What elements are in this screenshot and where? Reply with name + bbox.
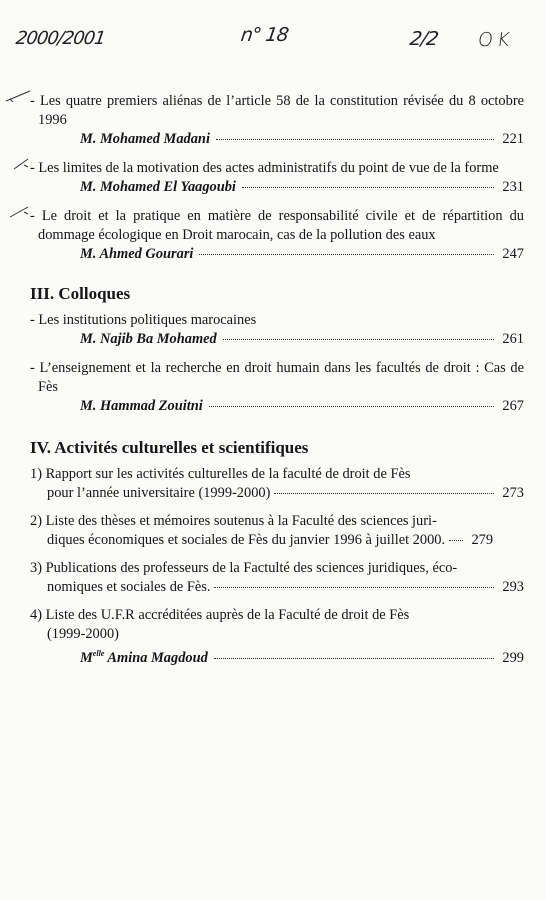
entry-line-2	[30, 484, 524, 503]
entry-author-line	[30, 130, 524, 149]
entry-line-1: 3) Publications des professeurs de la Factulté des sciences juridiques, éco-	[30, 560, 458, 576]
handwritten-issue-number: n° 18	[239, 24, 290, 46]
entry-title: - L’enseignement et la recherche en droit humain dans les facultés de droit : Cas de Fès	[30, 360, 524, 395]
entry-author-line	[30, 178, 524, 197]
dot-leader	[449, 539, 463, 541]
toc-entry	[30, 311, 524, 349]
handwritten-page-count: 2/2	[408, 28, 440, 50]
entry-line-1: 4) Liste des U.F.R accréditées auprès de la Faculté de droit de Fès	[30, 607, 410, 623]
section-title-activites: IV. Activités culturelles et scientifiques	[30, 438, 309, 457]
entry-page: 221	[502, 131, 524, 147]
entry-author-line	[30, 397, 524, 416]
handwritten-year: 2000/2001	[14, 28, 107, 49]
dot-leader	[223, 338, 494, 340]
dot-leader	[199, 253, 494, 255]
entry-title: - Le droit et la pratique en matière de responsabilité civile et de répartition du dommage écologique en Droit marocain, cas de la pollution des eaux	[30, 208, 524, 243]
entry-page: 267	[502, 398, 524, 414]
entry-page: 279	[471, 532, 494, 548]
toc-numbered-entry	[30, 606, 524, 668]
toc-entry	[30, 159, 524, 197]
entry-author	[30, 644, 208, 668]
entry-page: 293	[502, 579, 524, 595]
handwritten-annotations	[0, 22, 546, 62]
entry-line-2-text: pour l’année universitaire (1999-2000)	[47, 485, 271, 501]
handwritten-ok: OK	[476, 29, 515, 51]
dot-leader	[274, 492, 494, 494]
entry-author-line	[30, 245, 524, 264]
dot-leader	[214, 586, 494, 588]
check-mark-icon	[4, 155, 32, 171]
entry-author: M. Mohamed El Yaagoubi	[80, 179, 236, 195]
dot-leader	[214, 657, 494, 659]
toc-entry	[30, 92, 524, 149]
entry-author: M. Ahmed Gourari	[80, 246, 194, 262]
entry-line-2-text: diques économiques et sociales de Fès du janvier 1996 à juillet 2000.	[47, 532, 446, 548]
toc-entry	[30, 207, 524, 264]
author-title: M	[80, 649, 93, 666]
entry-author-line	[30, 644, 524, 668]
entry-page: 261	[502, 331, 524, 347]
entry-author: M. Mohamed Madani	[80, 131, 210, 147]
toc-numbered-entry	[30, 559, 524, 597]
entry-title: - Les limites de la motivation des actes administratifs du point de vue de la forme	[30, 160, 499, 176]
entry-line-2: (1999-2000)	[47, 626, 119, 642]
toc-entry	[30, 359, 524, 416]
dot-leader	[209, 405, 494, 407]
entry-page: 231	[502, 179, 524, 195]
entry-line-2-text: nomiques et sociales de Fès.	[47, 579, 211, 595]
author-title-sup: elle	[92, 649, 105, 658]
toc-numbered-entry	[30, 465, 524, 503]
dot-leader	[216, 138, 494, 140]
entry-author: M. Najib Ba Mohamed	[80, 331, 217, 347]
entry-page: 247	[502, 246, 524, 262]
entry-page: 299	[502, 649, 524, 666]
dot-leader	[242, 186, 494, 188]
table-of-contents	[30, 92, 524, 677]
entry-line-2	[30, 531, 524, 550]
entry-author-line	[30, 330, 524, 349]
section-title-colloques: III. Colloques	[30, 284, 131, 303]
check-mark-icon	[4, 88, 32, 104]
entry-line-2	[30, 578, 524, 597]
entry-line-1: 1) Rapport sur les activités culturelles de la faculté de droit de Fès	[30, 466, 411, 482]
entry-page: 273	[502, 485, 524, 501]
toc-numbered-entry	[30, 512, 524, 550]
author-name: Amina Magdoud	[107, 649, 208, 666]
entry-line-1: 2) Liste des thèses et mémoires soutenus à la Faculté des sciences juri-	[30, 513, 437, 529]
entry-title: - Les quatre premiers aliénas de l’article 58 de la constitution révisée du 8 octobre 1996	[30, 93, 524, 128]
entry-title: - Les institutions politiques marocaines	[30, 312, 257, 328]
check-mark-icon	[4, 203, 32, 219]
entry-author: M. Hammad Zouitni	[80, 398, 203, 414]
